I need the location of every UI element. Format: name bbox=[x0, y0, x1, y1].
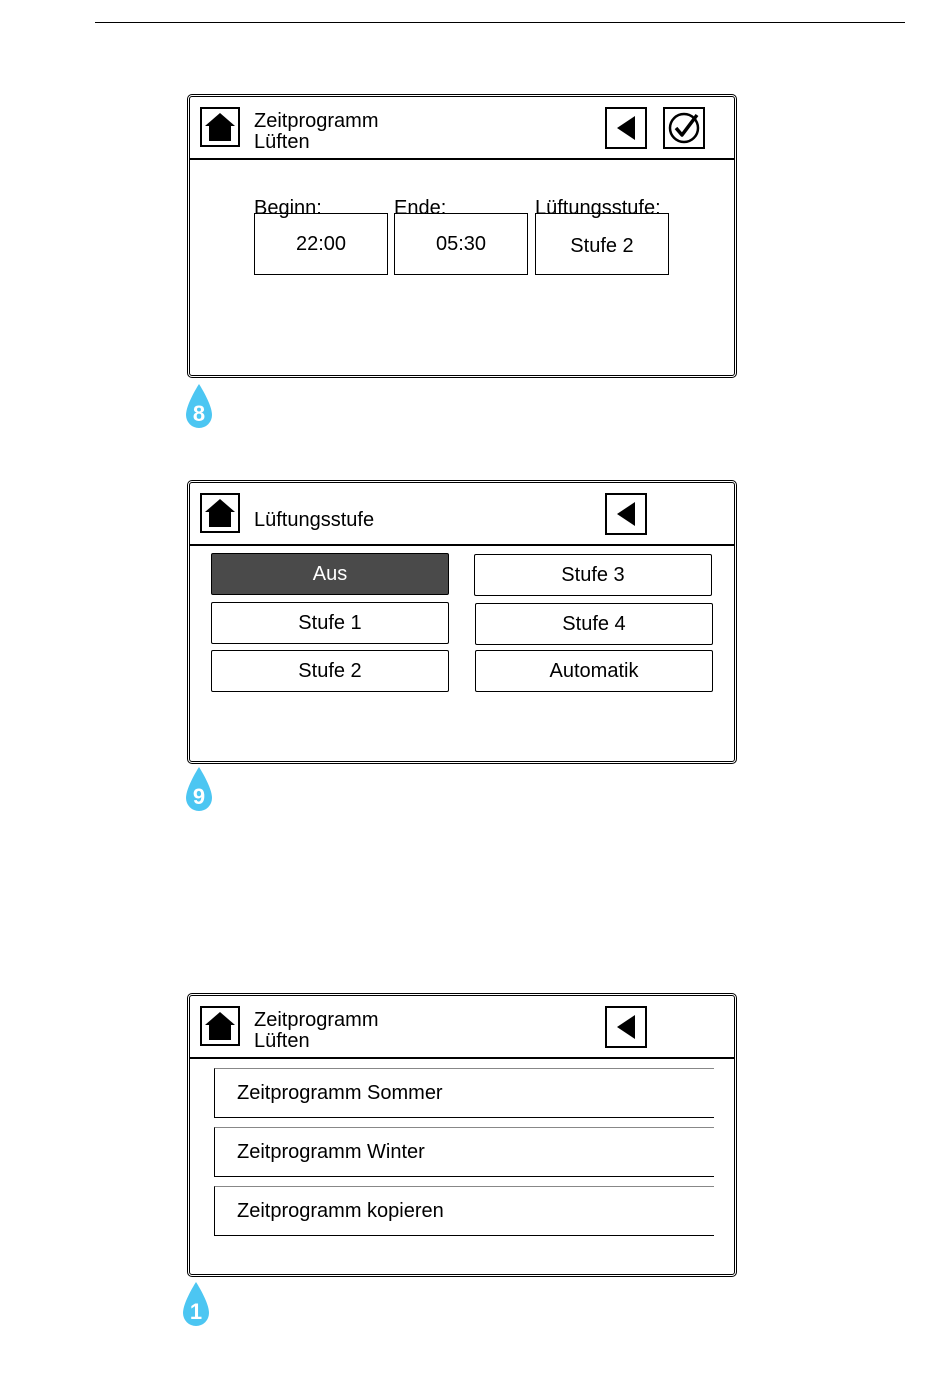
step-marker-8 bbox=[184, 382, 214, 430]
menu-item-summer-program[interactable]: Zeitprogramm Sommer bbox=[214, 1068, 714, 1118]
option-stufe-2-button[interactable]: Stufe 2 bbox=[211, 650, 449, 692]
step-number: 1 bbox=[189, 1299, 203, 1324]
title-line-2: Lüften bbox=[254, 1030, 310, 1052]
option-stufe-1-button[interactable]: Stufe 1 bbox=[211, 602, 449, 644]
screen-title bbox=[254, 111, 378, 153]
option-automatik-button[interactable]: Automatik bbox=[475, 650, 713, 692]
home-icon bbox=[203, 111, 237, 143]
begin-time-field[interactable]: 22:00 bbox=[254, 213, 388, 275]
back-button[interactable] bbox=[605, 493, 647, 535]
title-line-1: Zeitprogramm bbox=[254, 1009, 379, 1031]
back-button[interactable] bbox=[605, 1006, 647, 1048]
option-stufe-4-button[interactable]: Stufe 4 bbox=[475, 603, 713, 645]
home-button[interactable] bbox=[200, 493, 240, 533]
option-aus-button[interactable]: Aus bbox=[211, 553, 449, 595]
step-number: 8 bbox=[192, 401, 206, 426]
end-time-field[interactable]: 05:30 bbox=[394, 213, 528, 275]
home-icon bbox=[203, 1010, 237, 1042]
screen-header bbox=[190, 97, 734, 160]
back-arrow-icon bbox=[613, 114, 639, 142]
back-button[interactable] bbox=[605, 107, 647, 149]
back-arrow-icon bbox=[613, 1013, 639, 1041]
back-arrow-icon bbox=[613, 500, 639, 528]
screen-header bbox=[190, 996, 734, 1059]
step-marker-1 bbox=[181, 1280, 211, 1328]
home-button[interactable] bbox=[200, 107, 240, 147]
step-number: 9 bbox=[192, 784, 206, 809]
ventilation-level-field[interactable]: Stufe 2 bbox=[535, 213, 669, 275]
screen-time-program-menu bbox=[187, 993, 737, 1277]
screen-title bbox=[254, 1010, 378, 1052]
title-line-1: Zeitprogramm bbox=[254, 110, 379, 132]
screen-title: Lüftungsstufe bbox=[254, 509, 375, 531]
menu-item-winter-program[interactable]: Zeitprogramm Winter bbox=[214, 1127, 714, 1177]
label-end: Ende: bbox=[394, 197, 447, 219]
screen-time-program-detail bbox=[187, 94, 737, 378]
screen-header bbox=[190, 483, 734, 546]
home-icon bbox=[203, 497, 237, 529]
label-ventilation-level: Lüftungsstufe: bbox=[535, 197, 661, 219]
checkmark-icon bbox=[667, 111, 701, 145]
label-begin: Beginn: bbox=[254, 197, 322, 219]
screen-ventilation-level bbox=[187, 480, 737, 764]
option-stufe-3-button[interactable]: Stufe 3 bbox=[474, 554, 712, 596]
step-marker-9 bbox=[184, 765, 214, 813]
menu-item-copy-program[interactable]: Zeitprogramm kopieren bbox=[214, 1186, 714, 1236]
home-button[interactable] bbox=[200, 1006, 240, 1046]
top-rule bbox=[95, 22, 905, 23]
confirm-button[interactable] bbox=[663, 107, 705, 149]
title-line-2: Lüften bbox=[254, 131, 310, 153]
